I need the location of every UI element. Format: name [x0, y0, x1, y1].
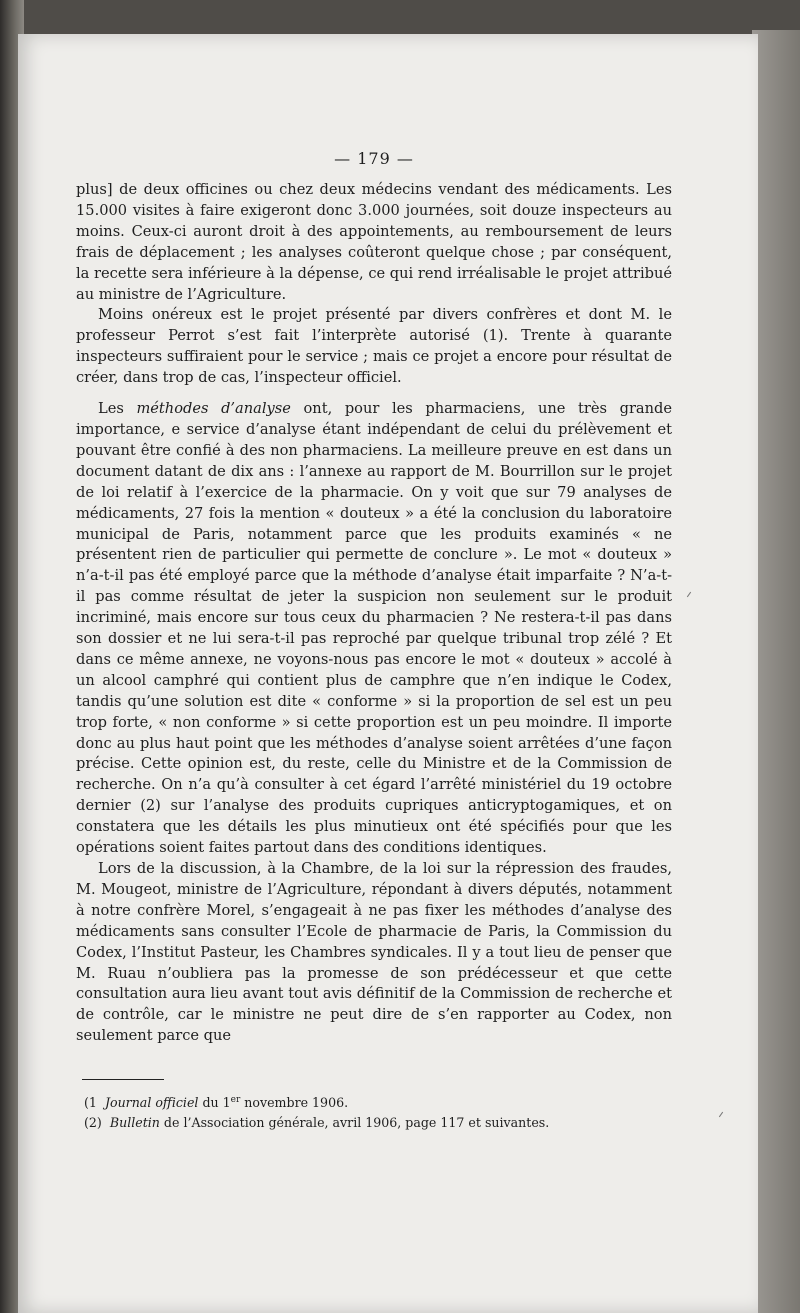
page-edge [752, 30, 800, 1313]
paragraph-3-body: ont, pour les pharmaciens, une très grande importance, e service d’analyse étant indépendant de celui du prélèvement et pouvant être confié à des non pharmaciens. La meilleure preuve en est dans un document datant de dix ans : l’annexe au rapport de M. Bourrillon sur le projet de loi relatif à l’exercice de la pharmacie. On y voit que sur 79 analyses de médicaments, 27 fois la mention « douteux » a été la conclusion du laboratoire municipal de Paris, notamment parce que les produits examinés « ne présentent rien de particulier qui permette de conclure ». Le mot « douteux » n’a-t-il pas été employé parce que la méthode d’analyse était imparfaite ? N’a-t-il pas comme résultat de jeter la suspicion non seulement sur le produit incriminé, mais encore sur tous ceux du pharmacien ? Ne restera-t-il pas dans son dossier et ne lui sera-t-il pas reproché par quelque tribunal trop zélé ? Et dans ce même annexe, ne voyons-nous pas encore le mot « douteux » accolé à un alcool camphré qui contient plus de camphre que n’en indique le Codex, tandis qu’une solution est dite « conforme » si la proportion de sel est un peu trop forte, « non conforme » si cette proportion est un peu moindre. Il importe donc au plus haut point que les méthodes d’analyse soient arrêtées d’une façon précise. Cette opinion est, du reste, celle du Ministre et de la Commission de recherche. On n’a qu’à consulter à cet égard l’arrêté ministériel du 19 octobre dernier (2) sur l’analyse des produits cupriques anticryptogamiques, et on constatera que les détails les plus minutieux ont été spécifiés pour que les opérations soient faites partout dans des conditions identiques. [76, 400, 672, 857]
paragraph-1: plus] de deux officines ou chez deux médecins vendant des médicaments. Les 15.000 visites à faire exigeront donc 3.000 journées, soit douze inspecteurs au moins. Ceux-ci auront droit à des appointements, au remboursement de leurs frais de déplacement ; les analyses coûteront quelque chose ; par conséquent, la recette sera inférieure à la dépense, ce qui rend irréalisable le projet attribué au ministre de l’Agriculture. [76, 181, 672, 303]
footnote-divider [82, 1079, 164, 1080]
document-body [76, 148, 672, 1133]
page-number: — 179 — [334, 149, 414, 168]
footnote-2-mark: (2) [84, 1115, 102, 1131]
paragraph-3 [76, 399, 672, 859]
footnote-2-title: Bulletin [109, 1115, 160, 1131]
footnote-1-mark: (1 [84, 1095, 97, 1111]
footnote-2-text: de l’Association générale, avril 1906, page 117 et suivantes. [159, 1115, 550, 1131]
footnote-1-title: Journal officiel [104, 1095, 199, 1111]
paragraph-3-italic: méthodes d’analyse [136, 400, 291, 418]
paragraph-3-lead: Les [98, 400, 137, 418]
footnote-1 [84, 1090, 672, 1113]
paper-speck [719, 1112, 723, 1117]
footnote-1-text: du 1 [198, 1095, 231, 1111]
paper-speck [687, 592, 691, 597]
paragraph-4: Lors de la discussion, à la Chambre, de la loi sur la répression des fraudes, M. Mougeot, ministre de l’Agriculture, répondant à divers députés, notamment à notre confrère Morel, s’engageait à ne pas fixer les méthodes d’analyse des médicaments sans consulter l’Ecole de pharmacie de Paris, la Commission du Codex, l’Institut Pasteur, les Chambres syndicales. Il y a tout lieu de penser que M. Ruau n’oubliera pas la promesse de son prédécesseur et que cette consultation aura lieu avant tout avis définitif de la Commission de recherche et de contrôle, car le ministre ne peut dire de s’en rapporter au Codex, non seulement parce que [76, 860, 672, 1045]
footnote-2 [84, 1113, 672, 1133]
footnote-1-superscript: er [230, 1095, 241, 1106]
paragraph-2: Moins onéreux est le projet présenté par divers confrères et dont M. le professeur Perrot s’est fait l’interprète autorisé (1). Trente à quarante inspecteurs suffiraient pour le service ; mais ce projet a encore pour résultat de créer, dans trop de cas, l’inspecteur officiel. [76, 306, 672, 387]
footnote-1-text-end: novembre 1906. [240, 1095, 349, 1111]
